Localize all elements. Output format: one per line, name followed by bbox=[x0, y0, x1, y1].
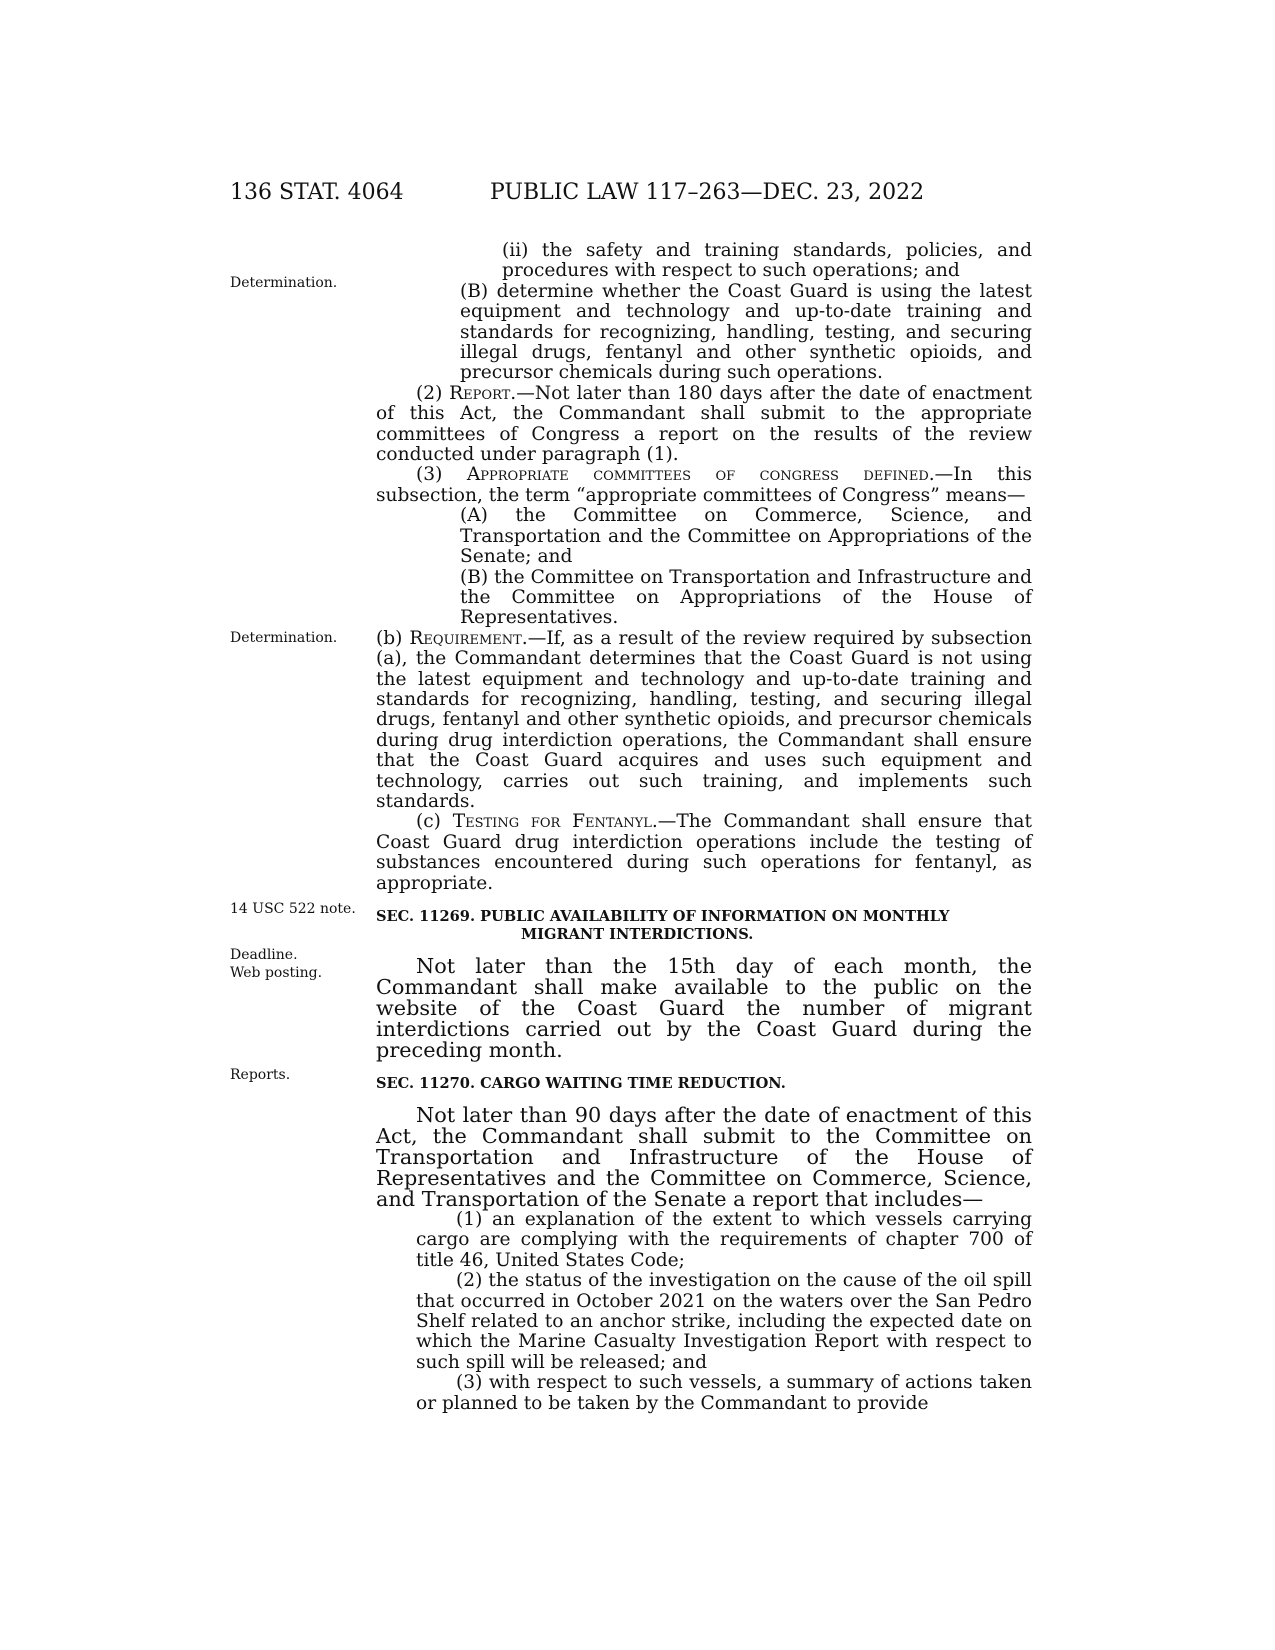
clause-a-ii: (ii) the safety and training standards, policies, and procedures with respect to such operations; and bbox=[502, 240, 1032, 282]
heading-report: Report bbox=[449, 382, 511, 404]
subparagraph-a-B: (B) determine whether the Coast Guard is using the latest equipment and technology and up-to-date training and standards for recognizing, handling, testing, and securing illegal drugs, fentanyl and other synthetic opioids, and precursor chemicals during such operations. bbox=[460, 280, 1032, 384]
margin-note-web-posting: Web posting. bbox=[230, 965, 323, 981]
subparagraph-a-3-B: (B) the Committee on Transportation and Infrastructure and the Committee on Appropriations of the House of Representatives. bbox=[460, 566, 1032, 629]
page-running-title: PUBLIC LAW 117–263—DEC. 23, 2022 bbox=[490, 180, 925, 205]
statute-body bbox=[376, 241, 1032, 1414]
margin-note-determination: Determination. bbox=[230, 275, 338, 291]
heading-testing-fentanyl: Testing for Fentanyl bbox=[452, 811, 652, 833]
heading-requirement: Requirement bbox=[409, 627, 522, 649]
page-stat-citation: 136 STAT. 4064 bbox=[230, 180, 404, 205]
section-11269-text: Not later than the 15th day of each month, the Commandant shall make available to the public on the website of the Coast Guard the number of migrant interdictions carried out by the Coast Guard during the preceding month. bbox=[376, 954, 1032, 1062]
section-11270-item-2: (2) the status of the investigation on the cause of the oil spill that occurred in October 2021 on the waters over the San Pedro Shelf related to an anchor strike, including the expected date on which the Marine Casualty Investigation Report with respect to such spill will be released; and bbox=[416, 1270, 1032, 1373]
subparagraph-a-3-A: (A) the Committee on Commerce, Science, and Transportation and the Committee on Appropriations of the Senate; and bbox=[460, 505, 1032, 568]
subsection-c-text: The Commandant shall ensure that Coast Guard drug interdiction operations include the testing of substances encountered during such operations for fentanyl, as appropriate. bbox=[376, 811, 1032, 894]
paragraph-a-3-text: In this subsection, the term “appropriate committees of Congress” means— bbox=[376, 464, 1033, 506]
section-11270-item-1: (1) an explanation of the extent to which vessels carrying cargo are complying with the requirements of chapter 700 of title 46, United States Code; bbox=[416, 1209, 1032, 1271]
section-heading-11269 bbox=[376, 908, 1032, 944]
section-11269-title-line1: SEC. 11269. PUBLIC AVAILABILITY OF INFORMATION ON MONTHLY bbox=[376, 908, 950, 925]
section-11270-item-3: (3) with respect to such vessels, a summary of actions taken or planned to be taken by the Commandant to provide bbox=[416, 1372, 1032, 1414]
paragraph-a-2-text: Not later than 180 days after the date of enactment of this Act, the Commandant shall submit to the appropriate committees of Congress a report on the results of the review conducted under paragraph (1). bbox=[376, 382, 1032, 466]
margin-note-determination: Determination. bbox=[230, 630, 338, 646]
section-11269-title-line2: MIGRANT INTERDICTIONS. bbox=[521, 926, 754, 943]
subsection-c: (c) Testing for Fentanyl.—The Commandant shall ensure that Coast Guard drug interdiction operations include the testing of substances encountered during such operations for fentanyl, as appropriate. bbox=[376, 811, 1032, 894]
section-11270-text: Not later than 90 days after the date of enactment of this Act, the Commandant shall submit to the Committee on Transportation and Infrastructure of the House of Representatives and the Committee on Commerce, Science, and Transportation of the Senate a report that includes— bbox=[376, 1103, 1032, 1211]
section-heading-11270: SEC. 11270. CARGO WAITING TIME REDUCTION. bbox=[376, 1075, 786, 1092]
paragraph-a-2: (2) Report.—Not later than 180 days after the date of enactment of this Act, the Commandant shall submit to the appropriate committees of Congress a report on the results of the review conducted under paragraph (1). bbox=[376, 382, 1032, 466]
subsection-b: (b) Requirement.—If, as a result of the review required by subsection (a), the Commandant determines that the Coast Guard is not using the latest equipment and technology and up-to-date training and standards for recognizing, handling, testing, and securing illegal drugs, fentanyl and other synthetic opioids, and precursor chemicals during drug interdiction operations, the Commandant shall ensure that the Coast Guard acquires and uses such equipment and technology, carries out such training, and implements such standards. bbox=[376, 627, 1032, 812]
margin-note-reports: Reports. bbox=[230, 1067, 291, 1083]
margin-note-deadline: Deadline. bbox=[230, 947, 298, 963]
margin-note-usc: 14 USC 522 note. bbox=[230, 901, 356, 917]
subsection-b-text: If, as a result of the review required by subsection (a), the Commandant determines that the Coast Guard is not using the latest equipment and technology and up-to-date training and standards for recognizing, handling, testing, and securing illegal drugs, fentanyl and other synthetic opioids, and precursor chemicals during drug interdiction operations, the Commandant shall ensure that the Coast Guard acquires and uses such equipment and technology, carries out such training, and implements such standards. bbox=[376, 627, 1032, 812]
paragraph-a-3: (3) Appropriate committees of congress defined.—In this subsection, the term “appropriate committees of Congress” means— bbox=[376, 464, 1033, 506]
heading-appropriate-committees: Appropriate committees of congress defined bbox=[466, 464, 929, 486]
